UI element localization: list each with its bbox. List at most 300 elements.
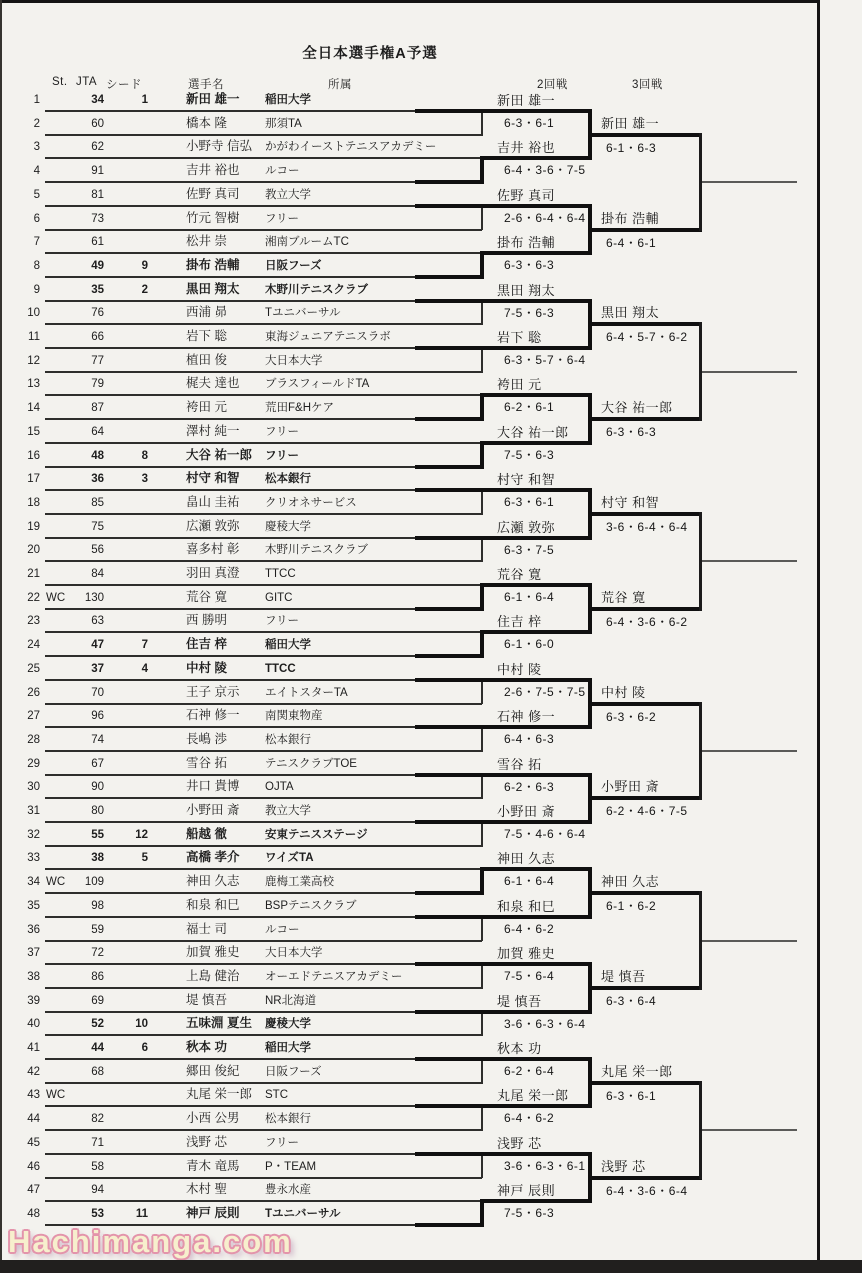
- player-club: STC: [265, 1089, 288, 1102]
- pair-connector-line: [481, 1011, 483, 1037]
- player-name: 上島 健治: [186, 968, 240, 983]
- round2-winner-name: 住吉 梓: [497, 614, 542, 630]
- row-line: [45, 631, 482, 633]
- pair-connector-line: [481, 347, 483, 373]
- player-name: 羽田 真澄: [186, 566, 240, 580]
- watermark: Hachimanga.com: [8, 1224, 293, 1259]
- player-club: エイトスターTA: [265, 686, 348, 699]
- row-line: [45, 987, 482, 989]
- round2-score: 6-1・6-4: [504, 590, 555, 604]
- round2-winner-name: 神田 久志: [497, 851, 556, 867]
- jta-number: 37: [91, 662, 104, 675]
- seed-number: 11: [135, 1207, 148, 1220]
- jta-number: 73: [91, 212, 104, 225]
- round3-winner-line: [588, 228, 702, 232]
- pair-connector-line: [481, 1153, 483, 1179]
- player-club: 大日本大学: [265, 354, 323, 367]
- winner-path-line: [415, 891, 484, 895]
- pair-connector-line: [481, 110, 483, 136]
- player-club: 木野川テニスクラブ: [265, 544, 369, 557]
- jta-number: 77: [91, 354, 104, 367]
- row-number: 25: [27, 662, 40, 675]
- round3-score: 6-4・3-6・6-4: [606, 1183, 688, 1198]
- player-name: 木村 聖: [186, 1182, 227, 1197]
- player-name: 長嶋 渉: [186, 731, 227, 746]
- row-number: 15: [27, 425, 40, 438]
- round2-score: 6-3・6-1: [504, 495, 555, 510]
- row-number: 4: [33, 165, 40, 178]
- player-name: 竹元 智樹: [186, 210, 240, 225]
- round3-winner-name: 神田 久志: [601, 874, 660, 890]
- round2-winner-name: 丸尾 栄一郎: [497, 1088, 569, 1104]
- player-name: 住吉 梓: [186, 637, 227, 652]
- round2-winner-name: 堤 慎吾: [497, 993, 542, 1009]
- round3-score: 6-3・6-2: [606, 709, 657, 724]
- row-number: 37: [27, 947, 40, 960]
- player-name: 郷田 俊紀: [186, 1063, 240, 1078]
- round3-winner-line: [588, 1176, 702, 1180]
- row-line: [45, 157, 482, 159]
- round3-score: 6-3・6-3: [606, 425, 657, 440]
- row-number: 28: [27, 733, 40, 746]
- row-number: 29: [27, 757, 40, 770]
- pair-connector-line: [481, 489, 483, 515]
- player-club: 稲田大学: [265, 1042, 311, 1054]
- player-club: 南関東物産: [265, 710, 323, 723]
- row-number: 44: [27, 1113, 40, 1126]
- jta-number: 52: [91, 1018, 104, 1031]
- winner-path-line: [415, 654, 484, 658]
- player-name: 堤 慎吾: [186, 992, 227, 1007]
- row-line: [45, 1200, 482, 1202]
- player-club: フリー: [265, 425, 300, 438]
- row-number: 23: [27, 615, 40, 628]
- winner-path-line: [415, 678, 590, 682]
- round2-winner-name: 雪谷 拓: [497, 756, 542, 772]
- seed-number: 7: [141, 639, 148, 652]
- jta-number: 86: [91, 970, 104, 983]
- player-club: GITC: [265, 591, 293, 604]
- seed-number: 3: [141, 473, 148, 486]
- row-line: [45, 1129, 482, 1131]
- player-name: 袴田 元: [186, 400, 227, 415]
- player-name: 荒谷 寛: [186, 589, 227, 604]
- jta-number: 70: [91, 686, 104, 699]
- jta-number: 80: [91, 805, 104, 817]
- winner-path-line: [480, 583, 484, 611]
- round2-winner-name: 浅野 芯: [497, 1135, 542, 1151]
- jta-number: 84: [91, 568, 104, 580]
- round2-winner-name: 荒谷 寛: [497, 567, 542, 582]
- player-name: 王子 京示: [186, 684, 240, 699]
- jta-number: 130: [84, 591, 104, 604]
- round3-score: 6-1・6-3: [606, 140, 657, 155]
- jta-number: 48: [91, 449, 104, 462]
- round2-score: 6-3・5-7・6-4: [504, 353, 586, 367]
- player-club: 東海ジュニアテニスラボ: [265, 331, 391, 343]
- round2-score: 6-3・6-1: [504, 116, 555, 130]
- player-name: 喜多村 彰: [186, 542, 240, 557]
- player-name: 加賀 雅史: [186, 945, 240, 960]
- pair-connector-line: [481, 300, 483, 326]
- row-line: [45, 940, 482, 942]
- jta-number: 53: [91, 1207, 104, 1220]
- winner-path-line: [480, 441, 484, 469]
- winner-path-line: [415, 1152, 590, 1156]
- column-header-round3: 3回戦: [632, 79, 663, 91]
- round3-winner-line: [588, 607, 702, 611]
- round2-score: 6-4・6-3: [504, 732, 555, 747]
- winner-path-line: [480, 630, 484, 658]
- jta-number: 75: [91, 520, 104, 533]
- player-name: 澤村 純一: [186, 423, 240, 438]
- winner-path-line: [480, 867, 590, 871]
- jta-number: 58: [91, 1160, 104, 1173]
- jta-number: 96: [91, 710, 104, 723]
- pair-connector-line: [481, 821, 483, 847]
- winner-path-line: [415, 204, 590, 208]
- round2-winner-name: 佐野 真司: [497, 187, 556, 203]
- round2-score: 7-5・6-3: [504, 305, 555, 320]
- player-name: 船越 徹: [186, 826, 227, 841]
- row-line: [45, 442, 482, 444]
- pair-connector-line: [481, 1105, 483, 1131]
- round2-winner-name: 中村 陵: [497, 661, 542, 677]
- round4-pending-line: [702, 560, 797, 562]
- player-club: フリー: [265, 449, 300, 462]
- player-club: 慶稜大学: [265, 520, 311, 533]
- row-number: 22: [27, 591, 40, 604]
- pair-connector-line: [481, 1058, 483, 1084]
- round2-score: 7-5・4-6・6-4: [504, 827, 586, 841]
- player-name: 橋本 隆: [186, 115, 227, 130]
- pair-connector-line: [481, 679, 483, 705]
- round2-winner-name: 和泉 和巳: [497, 898, 556, 914]
- jta-number: 60: [91, 117, 104, 130]
- player-club: BSPテニスクラブ: [265, 899, 357, 912]
- row-number: 13: [27, 378, 40, 391]
- player-club: かがわイーストテニスアカデミー: [265, 141, 437, 154]
- wc-label: WC: [46, 876, 66, 889]
- round3-score: 3-6・6-4・6-4: [606, 519, 688, 534]
- row-number: 39: [27, 994, 40, 1007]
- round2-score: 7-5・6-4: [504, 969, 555, 984]
- player-name: 掛布 浩輔: [186, 257, 240, 272]
- round2-score: 6-4・6-2: [504, 1111, 555, 1126]
- row-number: 14: [27, 402, 40, 415]
- round4-pending-line: [702, 371, 797, 373]
- row-number: 16: [27, 449, 40, 462]
- winner-path-line: [415, 109, 590, 113]
- row-line: [45, 868, 482, 870]
- round2-winner-name: 大谷 祐一郎: [497, 424, 569, 440]
- round2-score: 6-3・7-5: [504, 542, 555, 557]
- jta-number: 69: [91, 994, 104, 1007]
- row-line: [45, 1082, 482, 1084]
- player-club: フリー: [265, 212, 300, 225]
- round2-score: 6-1・6-0: [504, 637, 555, 652]
- player-club: 稲田大学: [265, 94, 311, 106]
- round4-pending-line: [702, 940, 797, 942]
- player-club: 教立大学: [265, 188, 311, 201]
- row-line: [45, 229, 482, 231]
- round3-score: 6-4・3-6・6-2: [606, 614, 688, 629]
- winner-path-line: [480, 393, 590, 397]
- round2-winner-name: 神戸 辰則: [497, 1183, 556, 1199]
- player-club: TTCC: [265, 662, 296, 675]
- wc-label: WC: [46, 591, 66, 604]
- player-club: 日阪フーズ: [265, 1065, 322, 1078]
- winner-path-line: [480, 251, 484, 279]
- player-club: 松本銀行: [265, 1113, 311, 1126]
- winner-path-line: [415, 417, 484, 421]
- seed-number: 2: [141, 283, 148, 296]
- page-title: 全日本選手権A予選: [302, 46, 438, 62]
- winner-path-line: [415, 488, 590, 492]
- round2-winner-name: 岩下 聡: [497, 330, 542, 345]
- jta-number: 68: [91, 1065, 104, 1078]
- player-name: 秋本 功: [186, 1040, 227, 1054]
- jta-number: 36: [91, 473, 104, 486]
- round3-winner-line: [588, 986, 702, 990]
- round3-winner-name: 小野田 斎: [601, 779, 660, 795]
- column-header-st: St.: [52, 76, 68, 88]
- row-number: 2: [33, 117, 40, 130]
- player-club: ルコー: [265, 923, 300, 936]
- player-club: 豊永水産: [265, 1184, 311, 1197]
- player-club: 大日本大学: [265, 947, 323, 960]
- player-club: OJTA: [265, 781, 294, 794]
- pair-connector-line: [481, 205, 483, 231]
- winner-path-line: [480, 393, 484, 421]
- winner-path-line: [415, 915, 590, 919]
- player-name: 黒田 翔太: [186, 281, 240, 296]
- row-number: 32: [27, 828, 40, 841]
- player-name: 五味淵 夏生: [186, 1016, 252, 1031]
- pair-connector-line: [481, 726, 483, 752]
- player-club: フリー: [265, 615, 300, 628]
- round2-score: 6-1・6-4: [504, 874, 555, 889]
- row-line: [45, 513, 482, 515]
- page-border-left: [0, 0, 2, 1260]
- seed-number: 10: [135, 1018, 148, 1031]
- row-number: 30: [27, 781, 40, 794]
- player-name: 中村 陵: [186, 660, 227, 675]
- player-name: 西浦 昴: [186, 305, 227, 320]
- player-name: 植田 俊: [186, 352, 227, 367]
- row-number: 26: [27, 686, 40, 699]
- player-name: 石神 修一: [186, 708, 240, 723]
- jta-number: 91: [91, 165, 104, 178]
- round2-score: 3-6・6-3・6-1: [504, 1158, 586, 1173]
- row-number: 20: [27, 544, 40, 557]
- round3-score: 6-2・4-6・7-5: [606, 804, 688, 819]
- winner-path-line: [415, 1104, 590, 1108]
- jta-number: 38: [91, 852, 104, 865]
- player-name: 佐野 真司: [186, 186, 240, 201]
- player-name: 小西 公男: [186, 1111, 240, 1126]
- row-number: 36: [27, 923, 40, 936]
- round3-winner-line: [588, 417, 702, 421]
- winner-path-line: [415, 962, 590, 966]
- scan-bottom-band: [0, 1260, 862, 1273]
- player-club: クリオネサービス: [265, 496, 357, 509]
- jta-number: 56: [91, 544, 104, 557]
- player-name: 浅野 芯: [186, 1134, 227, 1149]
- row-line: [45, 371, 482, 373]
- jta-number: 71: [91, 1136, 104, 1149]
- player-name: 小野寺 信弘: [186, 139, 252, 154]
- round3-winner-name: 村守 和智: [601, 494, 660, 510]
- player-name: 高橋 孝介: [186, 850, 240, 865]
- column-header-round2: 2回戦: [537, 79, 568, 91]
- round3-winner-line: [588, 512, 702, 516]
- row-number: 46: [27, 1160, 40, 1173]
- player-club: 慶稜大学: [265, 1018, 311, 1031]
- seed-number: 9: [141, 259, 148, 272]
- jta-number: 64: [91, 425, 104, 438]
- seed-number: 4: [141, 662, 148, 675]
- round3-winner-name: 丸尾 栄一郎: [601, 1063, 673, 1079]
- row-number: 18: [27, 496, 40, 509]
- round2-winner-name: 掛布 浩輔: [497, 235, 556, 251]
- jta-number: 49: [91, 259, 104, 272]
- winner-path-line: [415, 773, 590, 777]
- jta-number: 76: [91, 307, 104, 320]
- row-number: 5: [33, 188, 40, 201]
- player-name: 丸尾 栄一郎: [186, 1087, 252, 1102]
- row-number: 47: [27, 1184, 40, 1197]
- jta-number: 47: [91, 639, 104, 652]
- player-club: ワイズTA: [265, 852, 314, 865]
- round2-winner-name: 黒田 翔太: [497, 282, 556, 298]
- round3-score: 6-4・5-7・6-2: [606, 330, 688, 345]
- pair-connector-line: [481, 916, 483, 942]
- winner-path-line: [415, 607, 484, 611]
- winner-path-line: [415, 180, 484, 184]
- row-number: 27: [27, 710, 40, 723]
- winner-path-line: [415, 299, 590, 303]
- row-number: 42: [27, 1065, 40, 1078]
- round2-winner-name: 広瀬 敦弥: [497, 519, 556, 535]
- row-number: 12: [27, 354, 40, 367]
- jta-number: 66: [91, 331, 104, 343]
- winner-path-line: [415, 536, 590, 540]
- page-border-top: [0, 0, 820, 3]
- winner-path-line: [480, 251, 590, 255]
- round3-winner-name: 中村 陵: [601, 684, 646, 700]
- round2-winner-name: 吉井 裕也: [497, 140, 556, 156]
- player-club: 湘南ブルームTC: [265, 236, 349, 249]
- player-name: 広瀬 敦弥: [186, 518, 240, 533]
- player-club: 那須TA: [265, 117, 302, 130]
- player-name: 松井 崇: [186, 234, 227, 249]
- row-number: 48: [27, 1207, 40, 1220]
- winner-path-line: [480, 1199, 484, 1227]
- player-name: 梶夫 達也: [186, 376, 240, 391]
- winner-path-line: [480, 156, 590, 160]
- pair-connector-line: [481, 963, 483, 989]
- player-club: 松本銀行: [265, 473, 311, 486]
- round3-winner-line: [588, 1081, 702, 1085]
- round2-score: 6-4・6-2: [504, 921, 555, 936]
- player-name: 畠山 圭祐: [186, 494, 240, 509]
- wc-label: WC: [46, 1089, 66, 1102]
- round2-score: 6-4・3-6・7-5: [504, 163, 586, 178]
- row-number: 45: [27, 1136, 40, 1149]
- round3-winner-line: [588, 796, 702, 800]
- jta-number: 72: [91, 947, 104, 960]
- round3-winner-name: 荒谷 寛: [601, 589, 646, 605]
- jta-number: 87: [91, 402, 104, 415]
- column-header-seed: シード: [106, 79, 142, 91]
- row-line: [45, 703, 482, 705]
- round2-score: 2-6・6-4・6-4: [504, 210, 586, 225]
- seed-number: 1: [141, 94, 148, 106]
- player-club: 稲田大学: [265, 639, 311, 652]
- player-club: 日阪フーズ: [265, 259, 322, 272]
- pair-connector-line: [481, 537, 483, 563]
- round3-winner-name: 浅野 芯: [601, 1158, 646, 1174]
- winner-path-line: [415, 820, 590, 824]
- row-line: [45, 323, 482, 325]
- jta-number: 55: [91, 828, 104, 841]
- jta-number: 94: [91, 1184, 104, 1197]
- player-name: 雪谷 拓: [186, 755, 227, 770]
- round3-score: 6-3・6-1: [606, 1088, 657, 1103]
- row-line: [45, 797, 482, 799]
- row-line: [45, 1177, 482, 1179]
- player-club: テニスクラブTOE: [265, 757, 357, 770]
- column-header-jta: JTA: [76, 76, 98, 88]
- round2-winner-name: 秋本 功: [497, 1041, 542, 1056]
- player-club: 鹿梅工業高校: [265, 876, 334, 889]
- jta-number: 81: [91, 188, 104, 201]
- row-number: 34: [27, 876, 40, 889]
- player-name: 小野田 斎: [186, 803, 240, 817]
- round2-score: 6-2・6-4: [504, 1064, 555, 1078]
- player-name: 西 勝明: [186, 613, 227, 628]
- round2-winner-name: 小野田 斎: [497, 804, 556, 819]
- row-number: 9: [33, 283, 40, 296]
- player-name: 福士 司: [186, 921, 227, 936]
- round2-score: 6-3・6-3: [504, 258, 555, 273]
- jta-number: 67: [91, 757, 104, 770]
- round2-score: 2-6・7-5・7-5: [504, 684, 586, 699]
- seed-number: 12: [135, 828, 148, 841]
- row-number: 10: [27, 307, 40, 320]
- row-number: 7: [33, 236, 40, 249]
- player-name: 神戸 辰則: [186, 1205, 240, 1220]
- round4-pending-line: [702, 750, 797, 752]
- row-number: 43: [27, 1089, 40, 1102]
- jta-number: 109: [84, 876, 104, 889]
- winner-path-line: [415, 465, 484, 469]
- winner-path-line: [415, 1223, 484, 1227]
- winner-path-line: [415, 1057, 590, 1061]
- jta-number: 61: [91, 236, 104, 249]
- row-line: [45, 134, 482, 136]
- round2-score: 7-5・6-3: [504, 447, 555, 462]
- player-name: 青木 竜馬: [186, 1158, 240, 1173]
- jta-number: 63: [91, 615, 104, 628]
- player-club: Tユニバーサル: [265, 1207, 341, 1220]
- row-number: 6: [33, 212, 40, 225]
- round3-winner-line: [588, 702, 702, 706]
- round3-score: 6-1・6-2: [606, 899, 657, 914]
- seed-number: 6: [141, 1042, 148, 1054]
- seed-number: 8: [141, 449, 148, 462]
